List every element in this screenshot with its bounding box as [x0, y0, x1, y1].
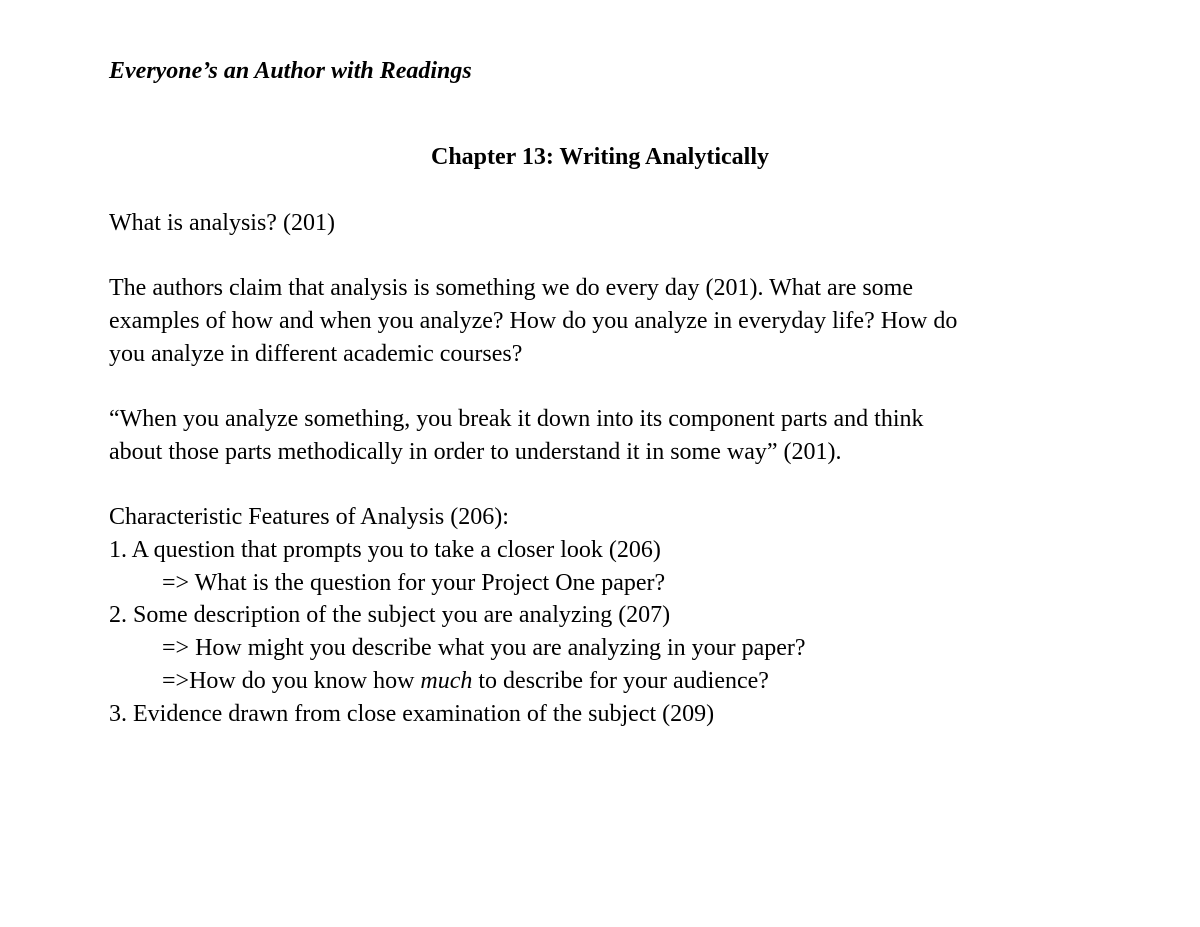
question-heading: What is analysis? (201)	[109, 210, 335, 236]
quote-line-2: about those parts methodically in order to understand it in some way” (201).	[109, 439, 842, 465]
feature-item-2-sub-2-before: =>How do you know how	[162, 668, 421, 694]
paragraph-1-line-1: The authors claim that analysis is something we do every day (201). What are some	[109, 275, 913, 301]
feature-item-1: 1. A question that prompts you to take a closer look (206)	[109, 537, 661, 563]
feature-item-2-sub-2	[162, 665, 769, 698]
feature-item-2-sub-2-emphasis: much	[420, 668, 473, 694]
feature-item-2: 2. Some description of the subject you are analyzing (207)	[109, 602, 671, 628]
feature-item-3: 3. Evidence drawn from close examination of the subject (209)	[109, 701, 715, 727]
feature-item-2-sub-1: => How might you describe what you are analyzing in your paper?	[162, 635, 806, 661]
book-title: Everyone’s an Author with Readings	[109, 58, 472, 84]
paragraph-1-line-3: you analyze in different academic courses?	[109, 341, 523, 367]
feature-item-2-sub-2-after: to describe for your audience?	[472, 668, 769, 694]
chapter-title: Chapter 13: Writing Analytically	[430, 144, 769, 170]
features-heading: Characteristic Features of Analysis (206):	[109, 504, 509, 530]
paragraph-1-line-2: examples of how and when you analyze? How do you analyze in everyday life? How do	[109, 308, 958, 334]
feature-item-1-sub-1: => What is the question for your Project One paper?	[162, 570, 666, 596]
quote-line-1: “When you analyze something, you break it down into its component parts and think	[109, 406, 924, 432]
